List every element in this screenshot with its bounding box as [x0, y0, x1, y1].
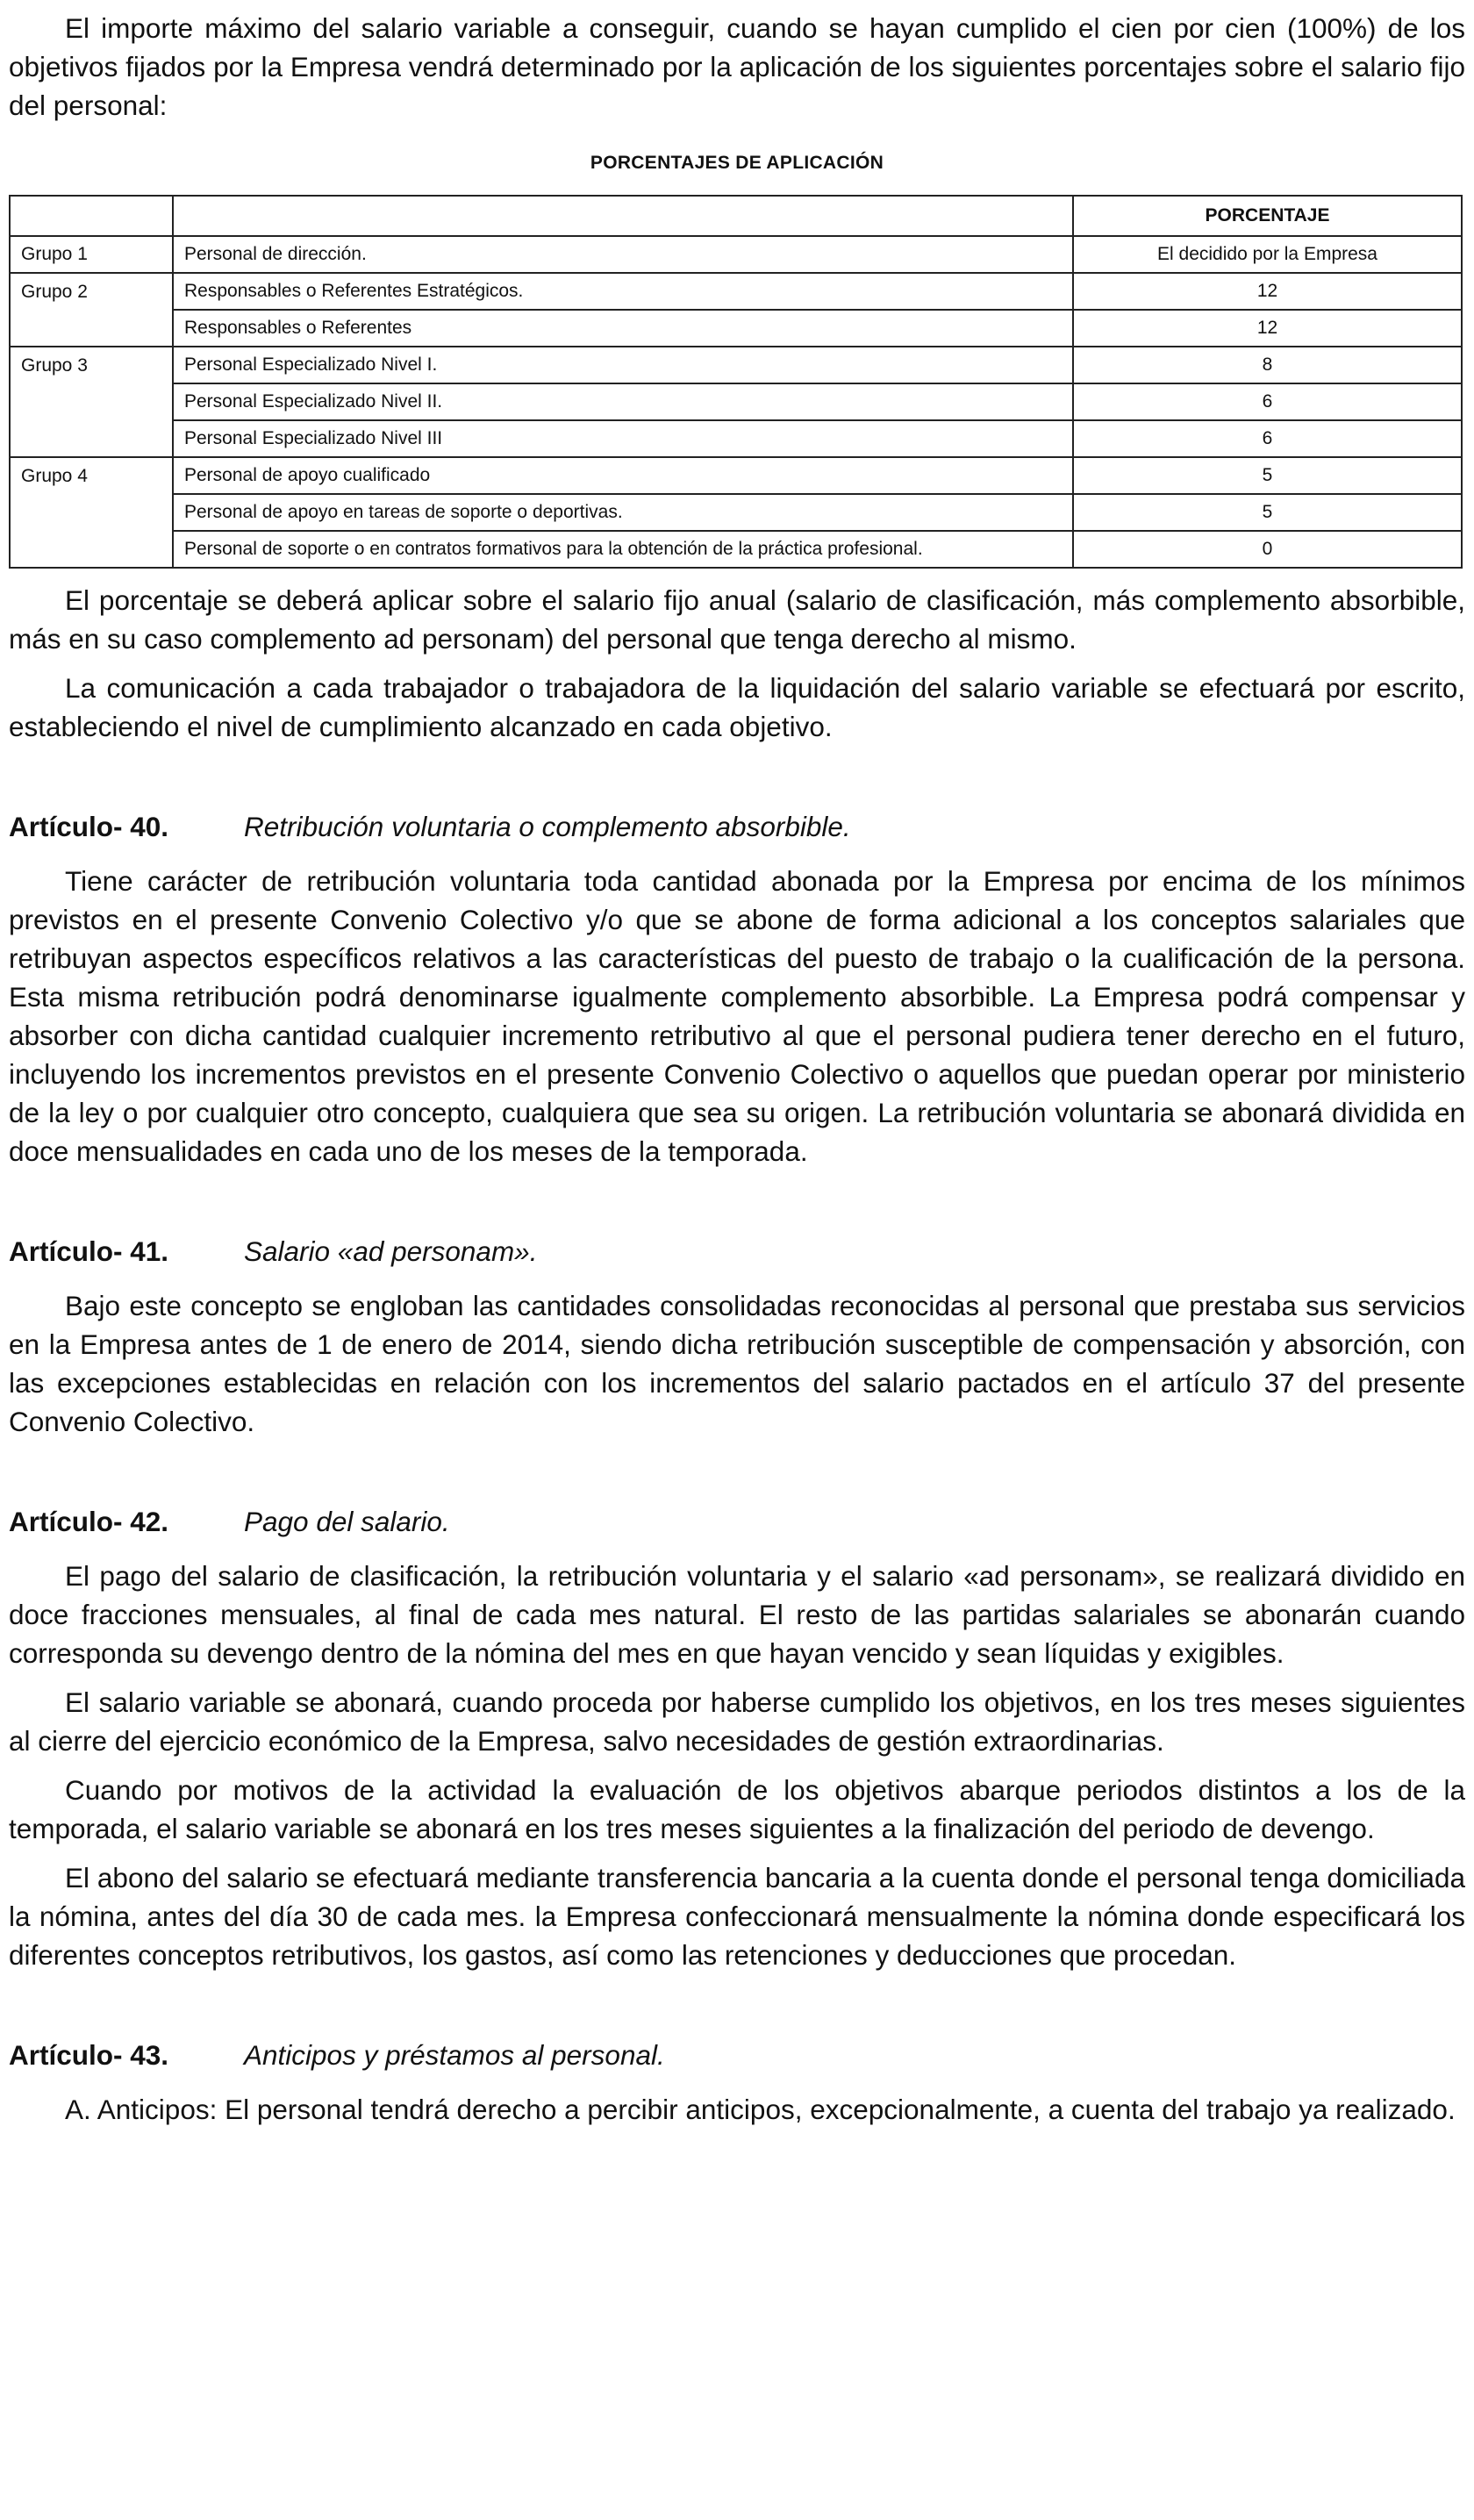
- table-title: PORCENTAJES DE APLICACIÓN: [590, 153, 884, 173]
- table-row: [10, 420, 1462, 457]
- percentage-cell: 5: [1073, 494, 1462, 531]
- percentages-table: [9, 195, 1463, 569]
- article-number: Artículo- 40.: [9, 811, 169, 842]
- percentage-cell: 12: [1073, 273, 1462, 310]
- table-row: [10, 494, 1462, 531]
- article-title: Anticipos y préstamos al personal.: [244, 2039, 665, 2071]
- body-paragraph: A. Anticipos: El personal tendrá derecho a percibir anticipos, excepcionalmente, a cuenta del trabajo ya realizado.: [65, 2094, 1456, 2125]
- group-cell: [10, 420, 173, 457]
- group-cell: Grupo 4: [10, 457, 173, 494]
- group-cell: [10, 531, 173, 568]
- article-heading: [9, 807, 1465, 846]
- description-cell: Personal Especializado Nivel III: [173, 420, 1073, 457]
- article-title: Retribución voluntaria o complemento absorbible.: [244, 811, 851, 842]
- header-percentage-cell: PORCENTAJE: [1073, 196, 1462, 236]
- intro-paragraph: El importe máximo del salario variable a conseguir, cuando se hayan cumplido el cien por cien (100%) de los objetivos fijados por la Empresa vendrá determinado por la aplicación de los siguientes porcentajes sobre el salario fijo del personal:: [9, 12, 1465, 121]
- table-row: [10, 347, 1462, 383]
- body-paragraph: Cuando por motivos de la actividad la evaluación de los objetivos abarque periodos distintos a los de la temporada, el salario variable se abonará en los tres meses siguientes a la finalización del periodo de devengo.: [9, 1774, 1465, 1844]
- body-paragraph: Bajo este concepto se engloban las cantidades consolidadas reconocidas al personal que prestaba sus servicios en la Empresa antes de 1 de enero de 2014, siendo dicha retribución susceptible de compensación y absorción, con las excepciones establecidas en relación con los incrementos del salario pactados en el artículo 37 del presente Convenio Colectivo.: [9, 1290, 1465, 1437]
- header-description-cell: [173, 196, 1073, 236]
- description-cell: Responsables o Referentes Estratégicos.: [173, 273, 1073, 310]
- group-cell: [10, 494, 173, 531]
- description-cell: Personal de dirección.: [173, 236, 1073, 273]
- description-cell: Personal Especializado Nivel I.: [173, 347, 1073, 383]
- description-cell: Personal de soporte o en contratos formativos para la obtención de la práctica profesional.: [173, 531, 1073, 568]
- article-number: Artículo- 42.: [9, 1506, 169, 1537]
- header-group-cell: [10, 196, 173, 236]
- group-cell: [10, 383, 173, 420]
- table-row: [10, 531, 1462, 568]
- percentage-cell: 8: [1073, 347, 1462, 383]
- percentage-cell: El decidido por la Empresa: [1073, 236, 1462, 273]
- group-cell: [10, 310, 173, 347]
- article-title: Salario «ad personam».: [244, 1235, 538, 1267]
- table-row: [10, 273, 1462, 310]
- article-number: Artículo- 43.: [9, 2039, 169, 2071]
- percentage-cell: 5: [1073, 457, 1462, 494]
- article-heading: [9, 1502, 1465, 1541]
- description-cell: Personal de apoyo cualificado: [173, 457, 1073, 494]
- group-cell: Grupo 2: [10, 273, 173, 310]
- group-cell: Grupo 1: [10, 236, 173, 273]
- body-paragraph: La comunicación a cada trabajador o trabajadora de la liquidación del salario variable se efectuará por escrito, estableciendo el nivel de cumplimiento alcanzado en cada objetivo.: [9, 672, 1465, 742]
- table-row: [10, 236, 1462, 273]
- body-paragraph: El abono del salario se efectuará mediante transferencia bancaria a la cuenta donde el personal tenga domiciliada la nómina, antes del día 30 de cada mes. la Empresa confeccionará mensualmente la nómina donde especificará los diferentes conceptos retributivos, los gastos, así como las retenciones y deducciones que procedan.: [9, 1862, 1465, 1971]
- body-paragraph: El pago del salario de clasificación, la retribución voluntaria y el salario «ad personam», se realizará dividido en doce fracciones mensuales, al final de cada mes natural. El resto de las partidas salariales se abonarán cuando corresponda su devengo dentro de la nómina del mes en que hayan vencido y sean líquidas y exigibles.: [9, 1560, 1465, 1669]
- article-number: Artículo- 41.: [9, 1235, 169, 1267]
- table-header-row: [10, 196, 1462, 236]
- body-paragraph: El porcentaje se deberá aplicar sobre el salario fijo anual (salario de clasificación, más complemento absorbible, más en su caso complemento ad personam) del personal que tenga derecho al mismo.: [9, 584, 1465, 655]
- article-heading: [9, 2036, 1465, 2074]
- article-title: Pago del salario.: [244, 1506, 450, 1537]
- description-cell: Personal de apoyo en tareas de soporte o deportivas.: [173, 494, 1073, 531]
- percentage-cell: 12: [1073, 310, 1462, 347]
- percentage-cell: 6: [1073, 383, 1462, 420]
- body-paragraph: Tiene carácter de retribución voluntaria toda cantidad abonada por la Empresa por encima de los mínimos previstos en el presente Convenio Colectivo y/o que se abone de forma adicional a los conceptos salariales que retribuyan aspectos específicos relativos a las características del puesto de trabajo o la cualificación de la persona. Esta misma retribución podrá denominarse igualmente complemento absorbible. La Empresa podrá compensar y absorber con dicha cantidad cualquier incremento retributivo al que el personal pudiera tener derecho en el futuro, incluyendo los incrementos previstos en el presente Convenio Colectivo o aquellos que puedan operar por ministerio de la ley o por cualquier otro concepto, cualquiera que sea su origen. La retribución voluntaria se abonará dividida en doce mensualidades en cada uno de los meses de la temporada.: [9, 865, 1465, 1167]
- body-paragraph: El salario variable se abonará, cuando proceda por haberse cumplido los objetivos, en los tres meses siguientes al cierre del ejercicio económico de la Empresa, salvo necesidades de gestión extraordinarias.: [9, 1686, 1465, 1757]
- article-heading: [9, 1232, 1465, 1271]
- group-cell: Grupo 3: [10, 347, 173, 383]
- percentage-cell: 6: [1073, 420, 1462, 457]
- percentage-cell: 0: [1073, 531, 1462, 568]
- table-row: [10, 383, 1462, 420]
- table-row: [10, 457, 1462, 494]
- document-page: [9, 0, 1465, 2129]
- description-cell: Personal Especializado Nivel II.: [173, 383, 1073, 420]
- description-cell: Responsables o Referentes: [173, 310, 1073, 347]
- table-row: [10, 310, 1462, 347]
